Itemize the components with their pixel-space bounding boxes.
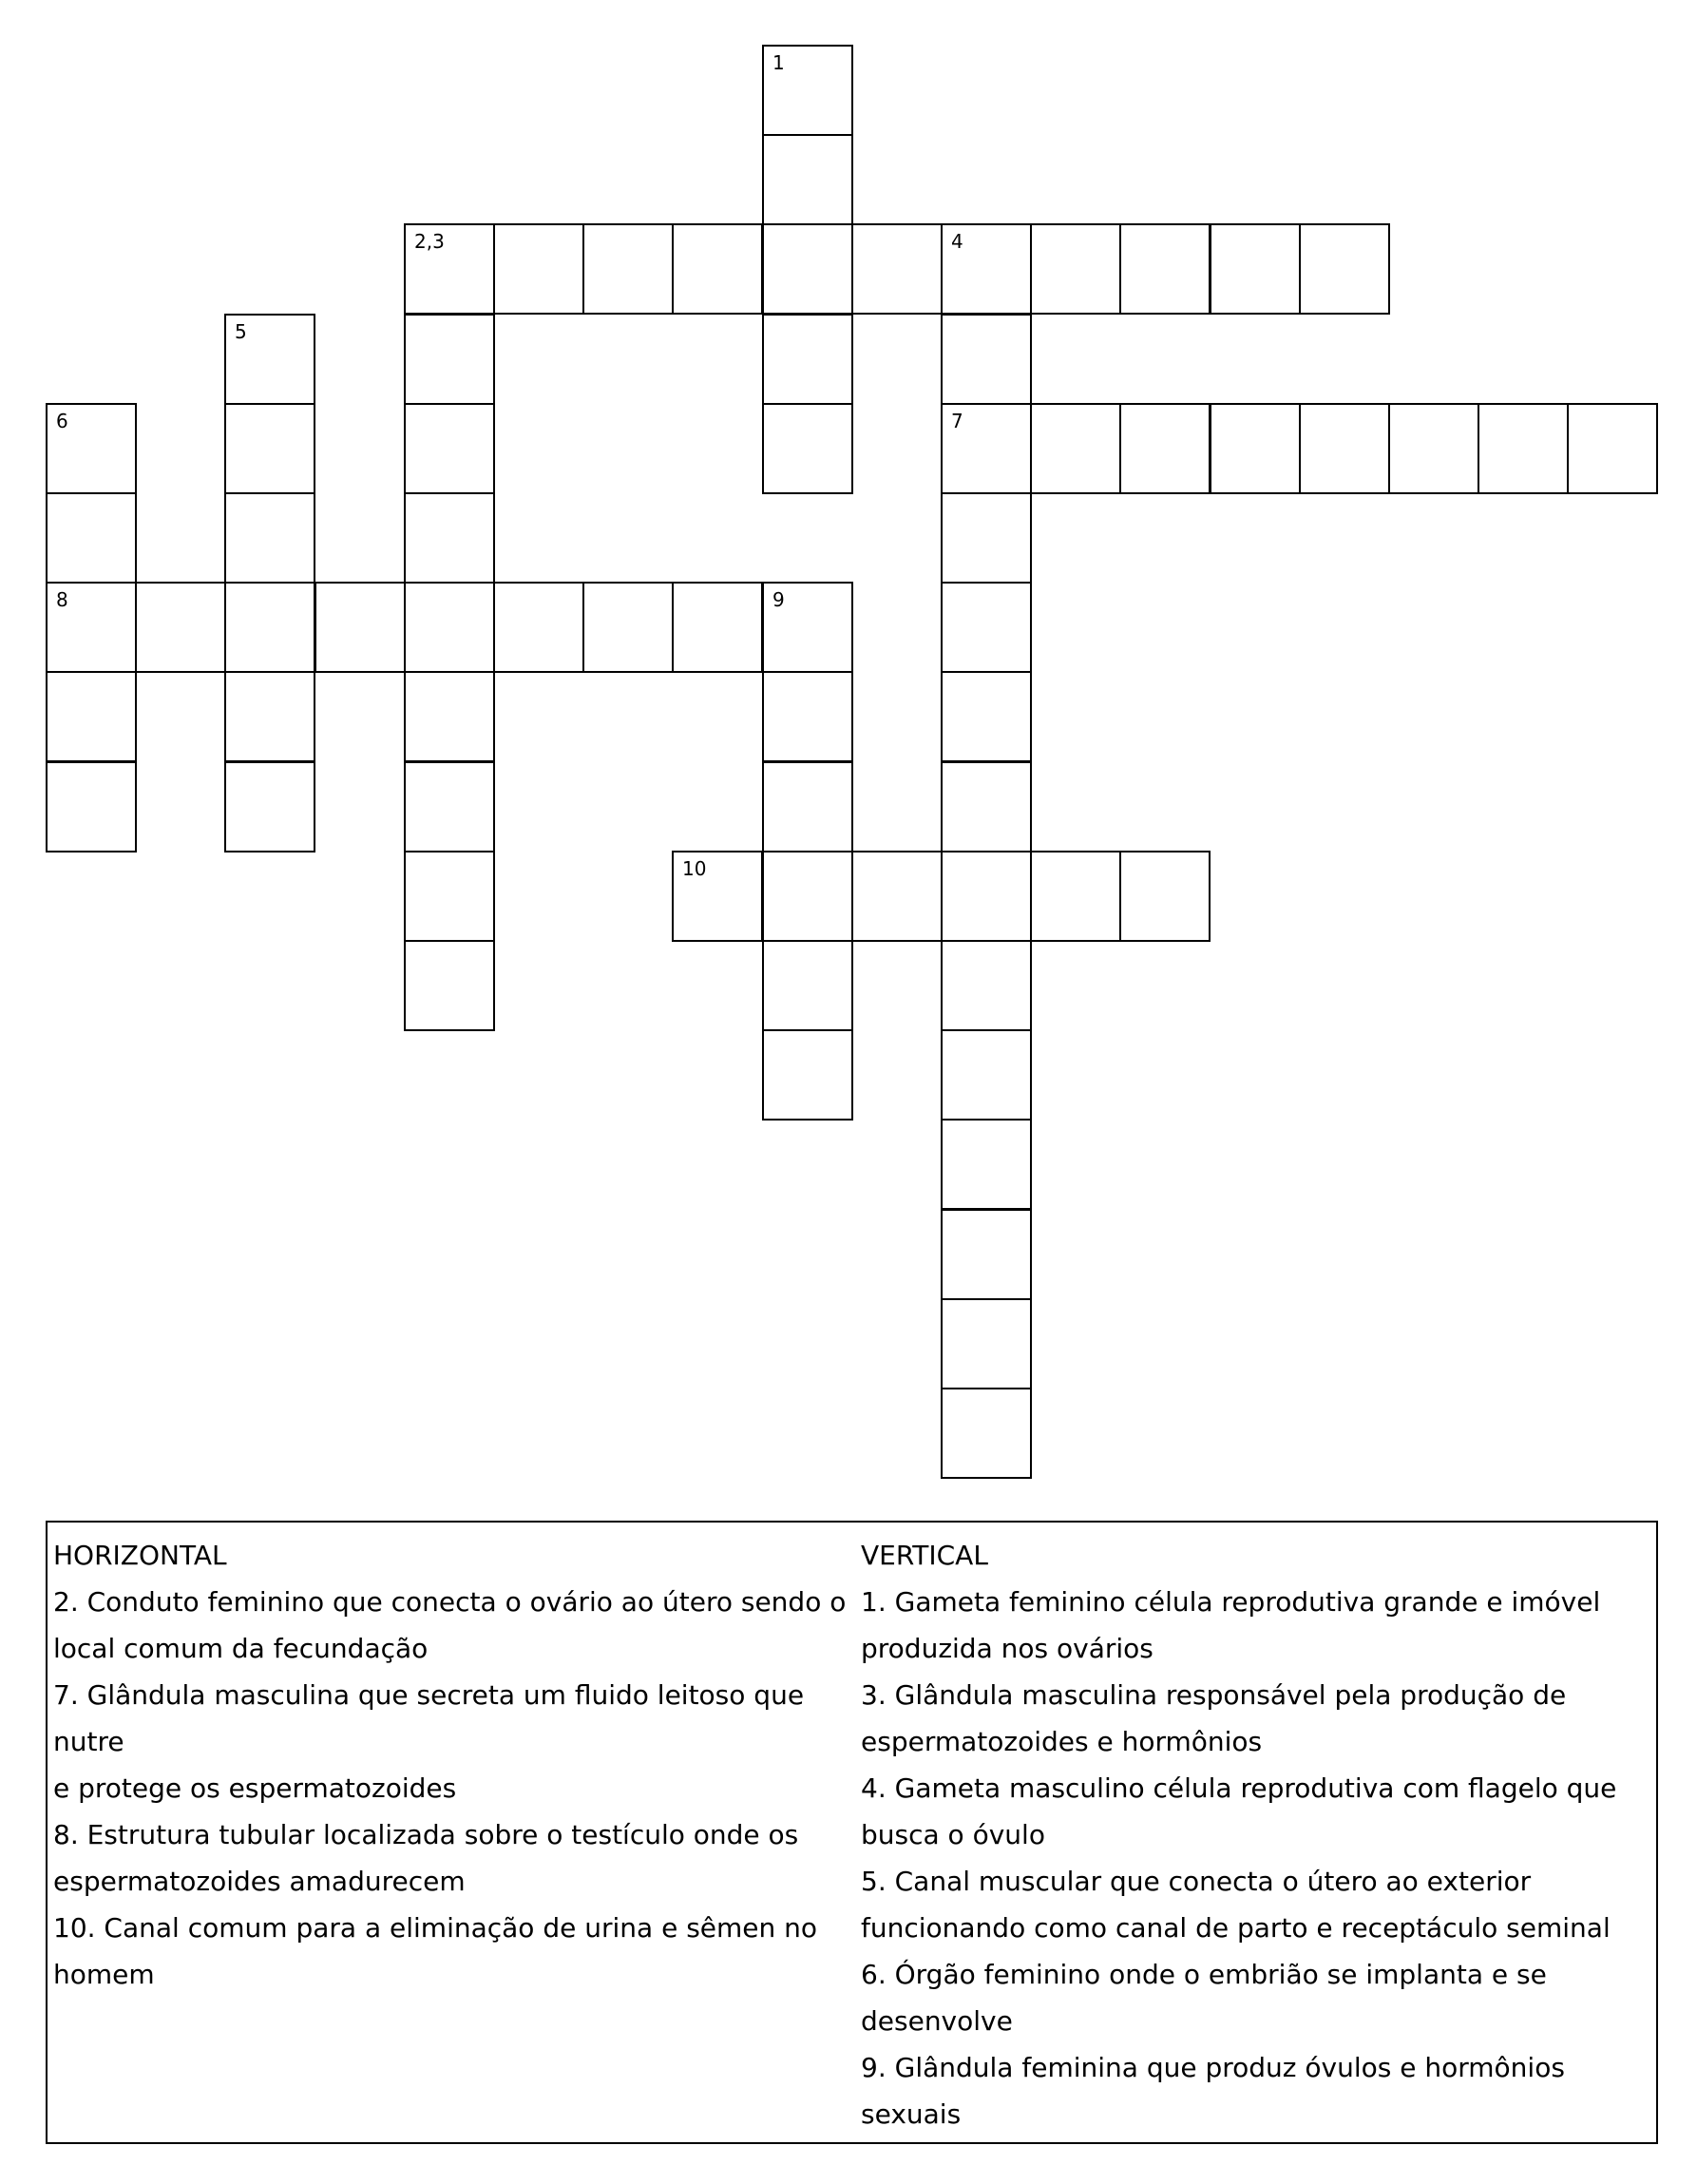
horizontal-clue-line: 7. Glândula masculina que secreta um fluido leitoso que nutre [53,1679,805,1757]
clue-number: 8 [56,588,68,611]
vertical-clue-line: 6. Órgão feminino onde o embrião se implanta e se [861,1959,1547,1990]
crossword-cell[interactable] [941,1298,1032,1389]
horizontal-clue-line: espermatozoides amadurecem [53,1866,466,1897]
crossword-cell[interactable] [582,582,674,673]
crossword-cell[interactable] [941,851,1032,942]
crossword-cell[interactable] [941,223,1032,315]
crossword-cell[interactable] [224,761,315,853]
crossword-cell[interactable] [404,851,495,942]
crossword-cell[interactable] [46,492,137,584]
crossword-cell[interactable] [1119,403,1211,494]
horizontal-clues [53,1532,851,1998]
crossword-cell[interactable] [224,403,315,494]
clue-number: 10 [682,857,707,880]
crossword-cell[interactable] [941,940,1032,1031]
crossword-cell[interactable] [493,582,584,673]
vertical-clue-line: busca o óvulo [861,1819,1045,1850]
horizontal-clue-line: 10. Canal comum para a eliminação de urina e sêmen no [53,1912,818,1944]
crossword-cell[interactable] [404,314,495,405]
crossword-cell[interactable] [46,761,137,853]
crossword-cell[interactable] [941,1209,1032,1300]
crossword-cell[interactable] [1388,403,1479,494]
crossword-cell[interactable] [851,851,943,942]
crossword-cell[interactable] [224,582,315,673]
vertical-clue-line: funcionando como canal de parto e receptáculo seminal [861,1912,1611,1944]
crossword-cell[interactable] [762,403,853,494]
crossword-cell[interactable] [941,403,1032,494]
crossword-cell[interactable] [46,671,137,762]
clue-number: 2,3 [414,230,445,253]
crossword-cell[interactable] [762,582,853,673]
crossword-cell[interactable] [46,403,137,494]
crossword-cell[interactable] [762,761,853,853]
crossword-cell[interactable] [941,1029,1032,1121]
crossword-cell[interactable] [1119,851,1211,942]
crossword-cell[interactable] [672,223,763,315]
vertical-clue-line: 5. Canal muscular que conecta o útero ao exterior [861,1866,1532,1897]
crossword-cell[interactable] [762,134,853,225]
clue-number: 5 [235,320,247,343]
clue-number: 9 [772,588,785,611]
crossword-cell[interactable] [1299,223,1390,315]
horizontal-clue-line: 2. Conduto feminino que conecta o ovário ao útero sendo o [53,1586,847,1618]
clue-number: 7 [951,410,963,432]
crossword-cell[interactable] [941,1388,1032,1479]
horizontal-heading: HORIZONTAL [53,1540,227,1571]
crossword-cell[interactable] [135,582,226,673]
clue-number: 4 [951,230,963,253]
crossword-cell[interactable] [1478,403,1569,494]
crossword-cell[interactable] [762,1029,853,1121]
crossword-cell[interactable] [315,582,406,673]
vertical-clue-line: 9. Glândula feminina que produz óvulos e hormônios sexuais [861,2052,1565,2130]
crossword-cell[interactable] [1299,403,1390,494]
vertical-clue-line: desenvolve [861,2005,1013,2037]
clue-number: 1 [772,51,785,74]
crossword-cell[interactable] [404,223,495,315]
crossword-cell[interactable] [1030,223,1121,315]
crossword-cell[interactable] [224,314,315,405]
crossword-cell[interactable] [224,671,315,762]
crossword-cell[interactable] [404,403,495,494]
horizontal-clue-line: e protege os espermatozoides [53,1772,457,1804]
crossword-cell[interactable] [404,940,495,1031]
vertical-clues [861,1532,1649,2137]
vertical-clue-line: 1. Gameta feminino célula reprodutiva grande e imóvel [861,1586,1601,1618]
crossword-cell[interactable] [1210,403,1301,494]
crossword-cell[interactable] [941,1119,1032,1210]
clue-number: 6 [56,410,68,432]
vertical-clue-line: 3. Glândula masculina responsável pela produção de [861,1679,1567,1711]
crossword-cell[interactable] [1567,403,1658,494]
horizontal-clue-line: homem [53,1959,155,1990]
crossword-cell[interactable] [941,492,1032,584]
crossword-cell[interactable] [762,671,853,762]
crossword-cell[interactable] [46,582,137,673]
crossword-cell[interactable] [1030,851,1121,942]
vertical-clue-line: produzida nos ovários [861,1633,1154,1664]
crossword-cell[interactable] [762,223,853,315]
crossword-cell[interactable] [762,45,853,136]
crossword-cell[interactable] [404,582,495,673]
vertical-clue-line: 4. Gameta masculino célula reprodutiva com flagelo que [861,1772,1617,1804]
crossword-cell[interactable] [1030,403,1121,494]
clues-box [46,1521,1658,2144]
horizontal-clue-line: local comum da fecundação [53,1633,429,1664]
crossword-cell[interactable] [941,314,1032,405]
crossword-cell[interactable] [1119,223,1211,315]
crossword-cell[interactable] [404,761,495,853]
crossword-cell[interactable] [1210,223,1301,315]
crossword-cell[interactable] [851,223,943,315]
horizontal-clue-line: 8. Estrutura tubular localizada sobre o testículo onde os [53,1819,799,1850]
crossword-cell[interactable] [762,851,853,942]
crossword-cell[interactable] [404,671,495,762]
crossword-cell[interactable] [582,223,674,315]
crossword-cell[interactable] [672,851,763,942]
crossword-cell[interactable] [404,492,495,584]
crossword-cell[interactable] [493,223,584,315]
crossword-cell[interactable] [224,492,315,584]
vertical-heading: VERTICAL [861,1540,988,1571]
crossword-cell[interactable] [941,761,1032,853]
crossword-cell[interactable] [941,582,1032,673]
crossword-cell[interactable] [672,582,763,673]
crossword-cell[interactable] [762,940,853,1031]
vertical-clue-line: espermatozoides e hormônios [861,1726,1263,1757]
crossword-cell[interactable] [941,671,1032,762]
crossword-cell[interactable] [762,314,853,405]
